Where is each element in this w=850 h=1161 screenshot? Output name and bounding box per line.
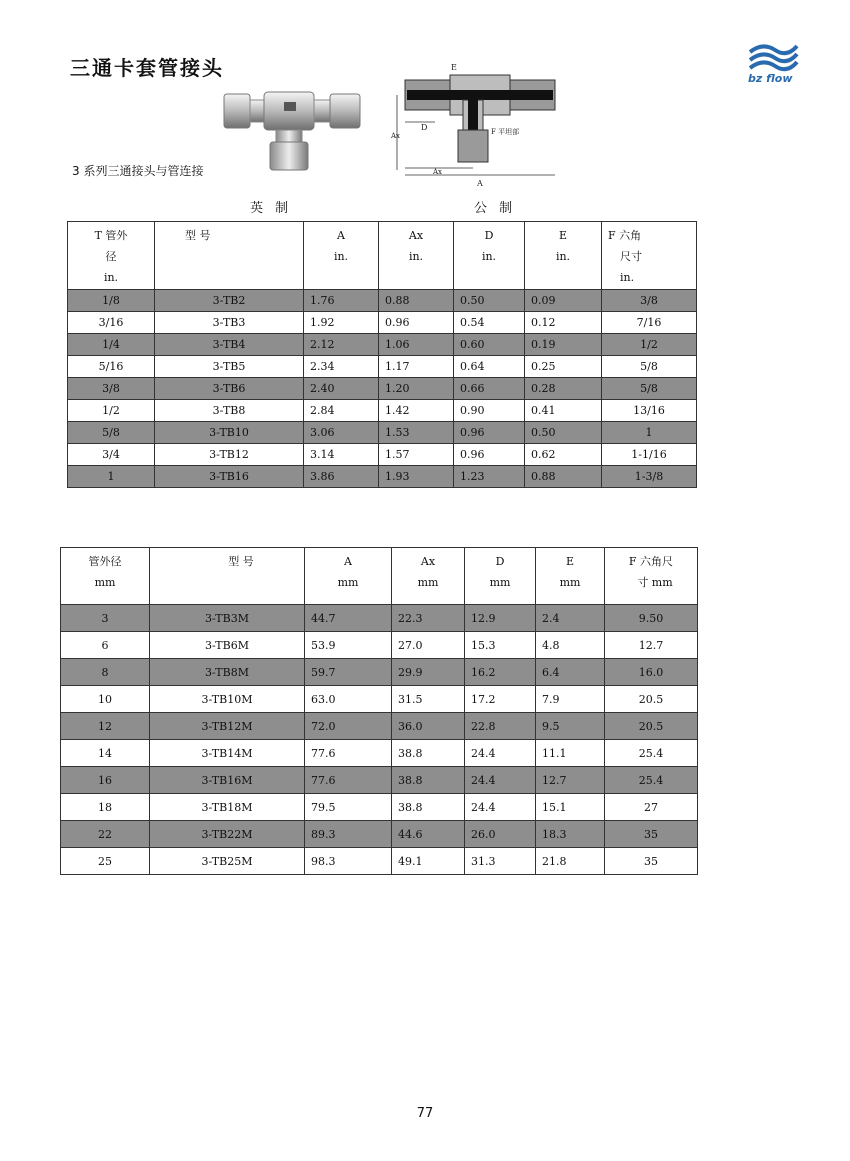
table-cell: 98.3 bbox=[305, 848, 392, 875]
header-cell: in. bbox=[555, 250, 571, 263]
table-cell: 38.8 bbox=[392, 767, 465, 794]
table-cell: 1.20 bbox=[379, 378, 454, 400]
table-cell: 25.4 bbox=[605, 740, 698, 767]
table-cell: 12.7 bbox=[536, 767, 605, 794]
table-cell: 7/16 bbox=[602, 312, 697, 334]
table-header-row bbox=[61, 548, 698, 605]
table-cell: 31.5 bbox=[392, 686, 465, 713]
header-cell: 尺寸 bbox=[620, 250, 642, 263]
table-cell: 1/8 bbox=[68, 290, 155, 312]
table-cell: 0.66 bbox=[454, 378, 525, 400]
table-cell: 35 bbox=[605, 821, 698, 848]
table-cell: 24.4 bbox=[465, 767, 536, 794]
table-cell: 0.96 bbox=[454, 444, 525, 466]
header-cell: 型 号 bbox=[228, 555, 254, 568]
table-cell: 25.4 bbox=[605, 767, 698, 794]
table-cell: 13/16 bbox=[602, 400, 697, 422]
table-cell: 1-1/16 bbox=[602, 444, 697, 466]
table-cell: 38.8 bbox=[392, 794, 465, 821]
table-cell: 16.2 bbox=[465, 659, 536, 686]
table-cell: 4.8 bbox=[536, 632, 605, 659]
table-cell: 53.9 bbox=[305, 632, 392, 659]
table-cell: 3/4 bbox=[68, 444, 155, 466]
tee-fitting-photo bbox=[220, 88, 370, 173]
tee-cross-section-drawing bbox=[391, 60, 565, 190]
table-cell: 1 bbox=[68, 466, 155, 488]
table-cell: 2.40 bbox=[304, 378, 379, 400]
table-cell: 22.8 bbox=[465, 713, 536, 740]
table-row bbox=[68, 290, 697, 312]
label-ax-left: Ax bbox=[391, 132, 401, 140]
table-row bbox=[61, 821, 698, 848]
label-a: A bbox=[477, 179, 483, 188]
metric-table bbox=[60, 547, 698, 875]
table-cell: 15.1 bbox=[536, 794, 605, 821]
table-cell: 44.7 bbox=[305, 605, 392, 632]
table-cell: 89.3 bbox=[305, 821, 392, 848]
table-cell: 77.6 bbox=[305, 740, 392, 767]
logo-text: bz flow bbox=[748, 72, 793, 85]
table-cell: 12.7 bbox=[605, 632, 698, 659]
table-cell: 3-TB5 bbox=[155, 356, 304, 378]
table-cell: 72.0 bbox=[305, 713, 392, 740]
table-cell: 24.4 bbox=[465, 794, 536, 821]
table-cell: 12.9 bbox=[465, 605, 536, 632]
table-cell: 2.12 bbox=[304, 334, 379, 356]
table-cell: 20.5 bbox=[605, 713, 698, 740]
table-cell: 3-TB12 bbox=[155, 444, 304, 466]
table-row bbox=[61, 794, 698, 821]
table-row bbox=[68, 378, 697, 400]
header-cell: A bbox=[337, 229, 345, 242]
table-cell: 3-TB8M bbox=[150, 659, 305, 686]
table-cell: 21.8 bbox=[536, 848, 605, 875]
table-cell: 18 bbox=[61, 794, 150, 821]
page-title: 三通卡套管接头 bbox=[70, 56, 224, 80]
header-cell: F 六角 bbox=[608, 229, 642, 242]
table-cell: 11.1 bbox=[536, 740, 605, 767]
table-cell: 1.17 bbox=[379, 356, 454, 378]
table-cell: 18.3 bbox=[536, 821, 605, 848]
table-cell: 49.1 bbox=[392, 848, 465, 875]
header-cell: in. bbox=[620, 271, 635, 284]
table-cell: 5/16 bbox=[68, 356, 155, 378]
header-cell: in. bbox=[333, 250, 349, 263]
table-row bbox=[68, 334, 697, 356]
header-cell: mm bbox=[559, 576, 581, 589]
table-row bbox=[68, 400, 697, 422]
table-cell: 0.88 bbox=[379, 290, 454, 312]
table-cell: 12 bbox=[61, 713, 150, 740]
table-cell: 1.06 bbox=[379, 334, 454, 356]
table-cell: 10 bbox=[61, 686, 150, 713]
header-cell: mm bbox=[337, 576, 359, 589]
table-row bbox=[61, 605, 698, 632]
table-cell: 3-TB16M bbox=[150, 767, 305, 794]
header-cell: F 六角尺 bbox=[628, 555, 674, 568]
table-cell: 2.34 bbox=[304, 356, 379, 378]
table-cell: 3-TB10 bbox=[155, 422, 304, 444]
table-cell: 7.9 bbox=[536, 686, 605, 713]
header-cell: E bbox=[558, 229, 568, 242]
table-cell: 3/16 bbox=[68, 312, 155, 334]
table-cell: 26.0 bbox=[465, 821, 536, 848]
table-cell: 25 bbox=[61, 848, 150, 875]
table-cell: 35 bbox=[605, 848, 698, 875]
table-cell: 3-TB2 bbox=[155, 290, 304, 312]
table-cell: 44.6 bbox=[392, 821, 465, 848]
header-cell: 寸 mm bbox=[637, 576, 673, 589]
table-cell: 1/2 bbox=[602, 334, 697, 356]
label-e: E bbox=[451, 63, 457, 72]
table-cell: 3-TB22M bbox=[150, 821, 305, 848]
table-cell: 0.19 bbox=[525, 334, 602, 356]
table-cell: 3-TB10M bbox=[150, 686, 305, 713]
table-cell: 0.12 bbox=[525, 312, 602, 334]
table-cell: 0.88 bbox=[525, 466, 602, 488]
table-cell: 6 bbox=[61, 632, 150, 659]
table-cell: 9.50 bbox=[605, 605, 698, 632]
table-cell: 38.8 bbox=[392, 740, 465, 767]
table-cell: 1.23 bbox=[454, 466, 525, 488]
header-cell: in. bbox=[408, 250, 424, 263]
table-cell: 27 bbox=[605, 794, 698, 821]
table-cell: 3-TB4 bbox=[155, 334, 304, 356]
header-cell: A bbox=[344, 555, 352, 568]
table-cell: 63.0 bbox=[305, 686, 392, 713]
table-cell: 3-TB16 bbox=[155, 466, 304, 488]
table-header-row bbox=[68, 222, 697, 290]
table-cell: 3.86 bbox=[304, 466, 379, 488]
table-cell: 22 bbox=[61, 821, 150, 848]
table-cell: 0.09 bbox=[525, 290, 602, 312]
table-cell: 1.53 bbox=[379, 422, 454, 444]
table-row bbox=[61, 686, 698, 713]
table-cell: 24.4 bbox=[465, 740, 536, 767]
header-cell: mm bbox=[94, 576, 116, 589]
table-cell: 17.2 bbox=[465, 686, 536, 713]
table-cell: 3-TB6 bbox=[155, 378, 304, 400]
table-cell: 3.06 bbox=[304, 422, 379, 444]
table-row bbox=[68, 466, 697, 488]
table-cell: 0.90 bbox=[454, 400, 525, 422]
table-cell: 3-TB6M bbox=[150, 632, 305, 659]
table-cell: 2.4 bbox=[536, 605, 605, 632]
table-row bbox=[61, 713, 698, 740]
label-ax-bottom: Ax bbox=[433, 168, 443, 176]
table-cell: 0.96 bbox=[454, 422, 525, 444]
table-cell: 3-TB12M bbox=[150, 713, 305, 740]
header-cell: 型 号 bbox=[185, 229, 211, 242]
table-cell: 0.62 bbox=[525, 444, 602, 466]
table-cell: 0.41 bbox=[525, 400, 602, 422]
header-cell: D bbox=[484, 229, 494, 242]
table-cell: 3-TB14M bbox=[150, 740, 305, 767]
table-cell: 20.5 bbox=[605, 686, 698, 713]
page-number: 77 bbox=[416, 1106, 434, 1121]
table-cell: 3.14 bbox=[304, 444, 379, 466]
table-cell: 29.9 bbox=[392, 659, 465, 686]
table-cell: 1.42 bbox=[379, 400, 454, 422]
label-f: F 平坦部 bbox=[491, 128, 520, 136]
header-cell: 径 bbox=[105, 250, 117, 263]
table-cell: 1-3/8 bbox=[602, 466, 697, 488]
table-cell: 1 bbox=[602, 422, 697, 444]
table-cell: 3-TB18M bbox=[150, 794, 305, 821]
header-cell: D bbox=[495, 555, 505, 568]
table-cell: 14 bbox=[61, 740, 150, 767]
table-cell: 0.54 bbox=[454, 312, 525, 334]
table-cell: 22.3 bbox=[392, 605, 465, 632]
table-row bbox=[61, 632, 698, 659]
table-cell: 8 bbox=[61, 659, 150, 686]
metric-label: 公 制 bbox=[474, 201, 517, 216]
table-cell: 1/4 bbox=[68, 334, 155, 356]
table-cell: 16 bbox=[61, 767, 150, 794]
table-cell: 3-TB25M bbox=[150, 848, 305, 875]
table-cell: 5/8 bbox=[602, 378, 697, 400]
table-cell: 3-TB8 bbox=[155, 400, 304, 422]
table-cell: 1.57 bbox=[379, 444, 454, 466]
table-cell: 16.0 bbox=[605, 659, 698, 686]
header-cell: 管外径 bbox=[88, 555, 122, 568]
header-cell: T 管外 bbox=[94, 229, 128, 242]
header-cell: mm bbox=[417, 576, 439, 589]
table-row bbox=[68, 422, 697, 444]
table-cell: 1.76 bbox=[304, 290, 379, 312]
table-cell: 79.5 bbox=[305, 794, 392, 821]
table-cell: 2.84 bbox=[304, 400, 379, 422]
table-cell: 15.3 bbox=[465, 632, 536, 659]
table-cell: 0.60 bbox=[454, 334, 525, 356]
header-cell: in. bbox=[481, 250, 497, 263]
table-row bbox=[61, 740, 698, 767]
table-cell: 5/8 bbox=[602, 356, 697, 378]
table-cell: 0.50 bbox=[454, 290, 525, 312]
header-cell: Ax bbox=[408, 229, 424, 242]
table-cell: 59.7 bbox=[305, 659, 392, 686]
table-cell: 1.93 bbox=[379, 466, 454, 488]
table-row bbox=[68, 356, 697, 378]
table-cell: 36.0 bbox=[392, 713, 465, 740]
table-row bbox=[61, 848, 698, 875]
table-cell: 0.25 bbox=[525, 356, 602, 378]
table-row bbox=[68, 444, 697, 466]
table-cell: 3-TB3 bbox=[155, 312, 304, 334]
table-cell: 3-TB3M bbox=[150, 605, 305, 632]
table-cell: 6.4 bbox=[536, 659, 605, 686]
table-cell: 77.6 bbox=[305, 767, 392, 794]
header-cell: E bbox=[565, 555, 575, 568]
header-cell: in. bbox=[103, 271, 119, 284]
label-d: D bbox=[421, 123, 428, 132]
table-cell: 5/8 bbox=[68, 422, 155, 444]
imperial-table bbox=[67, 221, 697, 488]
table-cell: 31.3 bbox=[465, 848, 536, 875]
header-cell: Ax bbox=[420, 555, 436, 568]
subtitle: 3 系列三通接头与管连接 bbox=[72, 164, 204, 178]
table-row bbox=[61, 767, 698, 794]
table-cell: 3/8 bbox=[68, 378, 155, 400]
table-cell: 3 bbox=[61, 605, 150, 632]
table-cell: 0.64 bbox=[454, 356, 525, 378]
table-cell: 1.92 bbox=[304, 312, 379, 334]
imperial-label: 英 制 bbox=[250, 201, 293, 216]
table-cell: 0.96 bbox=[379, 312, 454, 334]
table-cell: 1/2 bbox=[68, 400, 155, 422]
table-cell: 9.5 bbox=[536, 713, 605, 740]
table-cell: 0.28 bbox=[525, 378, 602, 400]
table-row bbox=[61, 659, 698, 686]
header-cell: mm bbox=[489, 576, 511, 589]
table-cell: 27.0 bbox=[392, 632, 465, 659]
table-row bbox=[68, 312, 697, 334]
table-cell: 0.50 bbox=[525, 422, 602, 444]
table-cell: 3/8 bbox=[602, 290, 697, 312]
